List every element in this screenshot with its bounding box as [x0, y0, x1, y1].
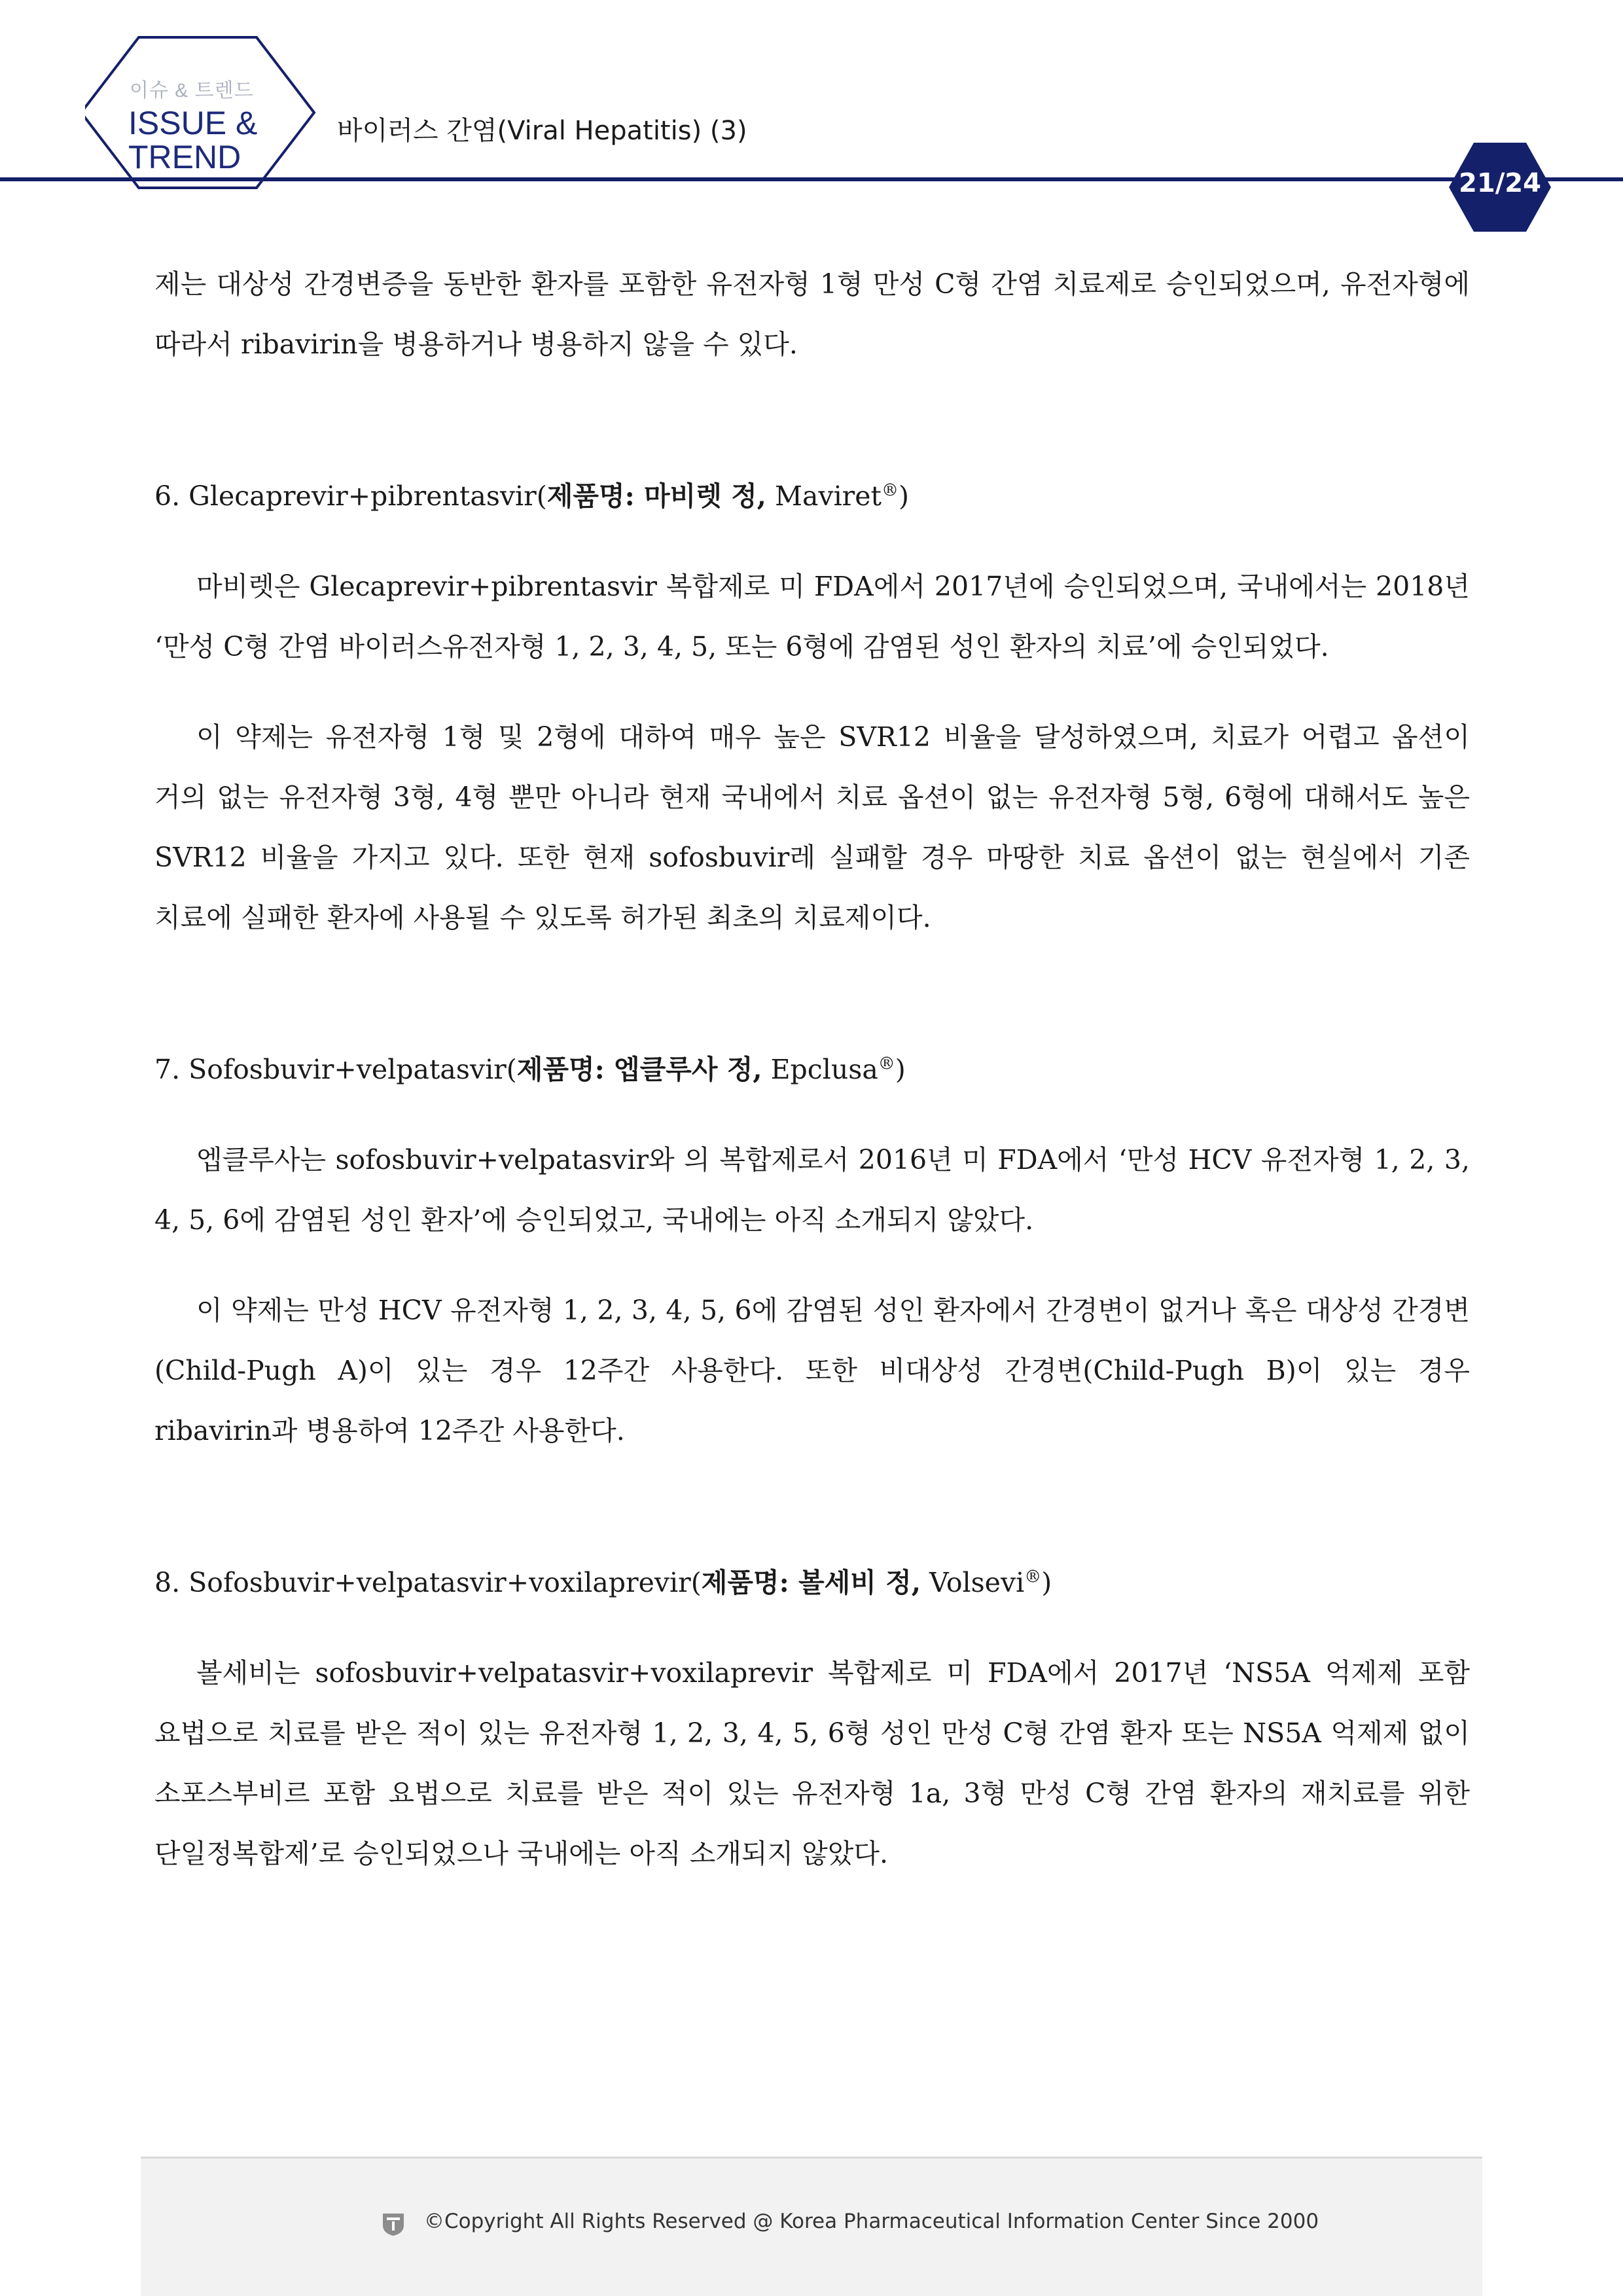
kpic-emblem-icon — [381, 2211, 406, 2237]
page-number: 21/24 — [1459, 168, 1541, 198]
logo-subtitle: 이슈 & 트렌드 — [130, 80, 254, 101]
header-divider — [0, 177, 1623, 181]
logo-title-line2: TREND — [128, 139, 241, 175]
logo-title-line1: ISSUE & — [128, 105, 258, 141]
intro-paragraph: 제는 대상성 간경변증을 동반한 환자를 포함한 유전자형 1형 만성 C형 간염 치료제로 승인되었으며, 유전자형에 따라서 ribavirin을 병용하거나 병용하지 않을 수 있다. — [154, 268, 1470, 360]
copyright-notice: ©Copyright All Rights Reserved @ Korea Pharmaceutical Information Center Since 2000 — [424, 2210, 1319, 2233]
section-6-paragraph-1: 마비렛은 Glecaprevir+pibrentasvir 복합제로 미 FDA에서 2017년에 승인되었으며, 국내에서는 2018년 ‘만성 C형 간염 바이러스유전자형 1, 2, 3, 4, 5, 또는 6형에 감염된 성인 환자의 치료’에 승인되었다. — [154, 571, 1470, 662]
section-heading-6: 6. Glecaprevir+pibrentasvir(제품명: 마비렛 정, Maviret®) — [154, 480, 910, 512]
section-7-paragraph-1: 엡클루사는 sofosbuvir+velpatasvir와 의 복합제로서 2016년 미 FDA에서 ‘만성 HCV 유전자형 1, 2, 3, 4, 5, 6에 감염된 성인 환자’에 승인되었고, 국내에는 아직 소개되지 않았다. — [154, 1144, 1470, 1236]
document-title: 바이러스 간염(Viral Hepatitis) (3) — [337, 116, 747, 146]
section-6-paragraph-2: 이 약제는 유전자형 1형 및 2형에 대하여 매우 높은 SVR12 비율을 달성하였으며, 치료가 어렵고 옵션이 거의 없는 유전자형 3형, 4형 뿐만 아니라 현재 국내에서 치료 옵션이 없는 유전자형 5형, 6형에 대해서도 높은 SVR12 비율을 가지고 있다. 또한 현재 sofosbuvir레 실패할 경우 마땅한 치료 옵션이 없는 현실에서 기존 치료에 실패한 환자에 사용될 수 있도록 허가된 최초의 치료제이다. — [154, 721, 1470, 933]
section-heading-7: 7. Sofosbuvir+velpatasvir(제품명: 엡클루사 정, Epclusa®) — [154, 1054, 906, 1085]
section-heading-8: 8. Sofosbuvir+velpatasvir+voxilaprevir(제품명: 볼세비 정, Volsevi®) — [154, 1567, 1052, 1598]
document-body — [154, 254, 1470, 1884]
section-7-paragraph-2: 이 약제는 만성 HCV 유전자형 1, 2, 3, 4, 5, 6에 감염된 성인 환자에서 간경변이 없거나 혹은 대상성 간경변(Child-Pugh A)이 있는 경우 12주간 사용한다. 또한 비대상성 간경변(Child-Pugh B)이 있는 경우 ribavirin과 병용하여 12주간 사용한다. — [154, 1295, 1470, 1446]
section-8-paragraph-1: 볼세비는 sofosbuvir+velpatasvir+voxilaprevir 복합제로 미 FDA에서 2017년 ‘NS5A 억제제 포함 요법으로 치료를 받은 적이 있는 유전자형 1, 2, 3, 4, 5, 6형 성인 만성 C형 간염 환자 또는 NS5A 억제제 없이 소포스부비르 포함 요법으로 치료를 받은 적이 있는 유전자형 1a, 3형 만성 C형 간염 환자의 재치료를 위한 단일정복합제’로 승인되었으나 국내에는 아직 소개되지 않았다. — [154, 1657, 1470, 1869]
